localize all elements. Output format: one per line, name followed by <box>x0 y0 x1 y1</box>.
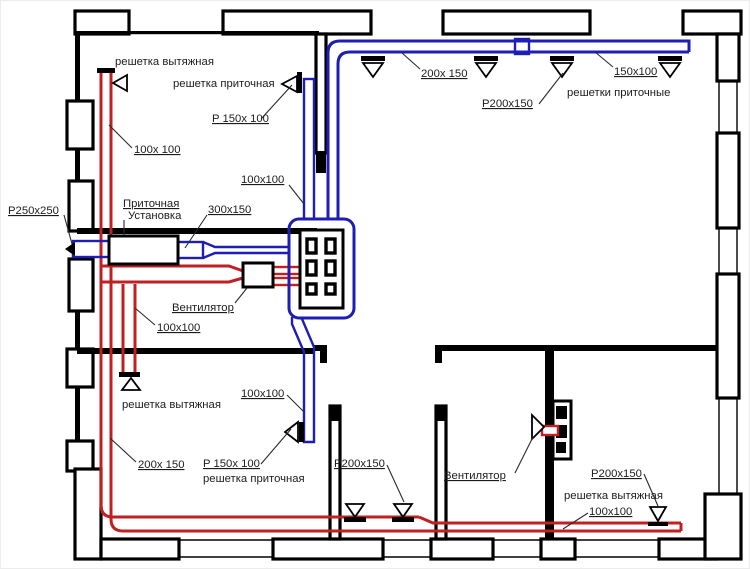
supply-unit-box <box>109 236 178 264</box>
label-supply-unit-line1: Приточная <box>123 198 180 210</box>
wall-corner <box>75 469 101 559</box>
window-box <box>67 441 93 471</box>
wall-segment <box>431 539 493 559</box>
wall-segment <box>541 539 575 559</box>
supply-grille-icon <box>476 63 496 77</box>
label-dim-p200x150-bm: P200x150 <box>334 458 385 470</box>
wall-pier <box>717 274 739 398</box>
wall-segment <box>75 387 80 441</box>
interior-wall <box>77 228 317 234</box>
label-dim-300x150: 300x150 <box>208 204 252 216</box>
leader <box>287 395 305 413</box>
label-grille-exhaust-tl: решетка вытяжная <box>115 56 214 68</box>
interior-wall <box>77 348 314 354</box>
exhaust-grille-bar <box>648 522 668 526</box>
recovery-cell <box>326 261 335 275</box>
interior-wall <box>316 34 326 153</box>
label-dim-100x100-riser: 100x100 <box>241 174 285 186</box>
window-box <box>67 101 93 149</box>
recovery-cell <box>326 239 335 253</box>
exhaust-grille-bar <box>119 372 140 377</box>
leader <box>515 437 533 473</box>
exhaust-grille-icon <box>394 504 412 517</box>
exhaust-grille-bar <box>344 517 366 522</box>
interior-wall-cap <box>436 406 446 421</box>
supply-grille-icon <box>285 422 298 442</box>
exhaust-duct-main <box>101 72 419 517</box>
wall-fan-cell <box>556 442 566 453</box>
label-dim-p200x150-br: P200x150 <box>591 468 642 480</box>
label-fan-left: Вентилятор <box>172 302 234 314</box>
door-jamb <box>320 345 327 363</box>
fan-box <box>243 263 273 287</box>
wall-segment <box>101 539 179 559</box>
floor-plan-drawing <box>1 1 750 569</box>
label-dim-p250x250: P250x250 <box>8 205 59 217</box>
supply-grille-bar <box>550 56 574 61</box>
label-dim-100x100-fan: 100x100 <box>157 322 201 334</box>
label-dim-p200x150-top: P200x150 <box>482 98 533 110</box>
intake-arrow-icon <box>65 242 75 256</box>
wall-segment <box>75 149 80 181</box>
exhaust-grille-icon <box>650 507 666 521</box>
leader <box>135 308 155 325</box>
label-dim-100x100-tl: 100x 100 <box>134 144 181 156</box>
interior-wall-cap <box>330 406 340 421</box>
wall-pier <box>75 11 129 34</box>
wall-pier <box>223 11 371 34</box>
door-jamb <box>435 345 442 363</box>
leader <box>110 438 136 462</box>
leader <box>235 288 247 303</box>
leader <box>289 185 304 204</box>
label-grilles-supply-tr: решетки приточные <box>567 87 671 99</box>
leader <box>595 52 613 67</box>
leader <box>402 53 420 69</box>
leader <box>261 429 291 464</box>
label-dim-200x150-ll: 200x 150 <box>138 459 185 471</box>
exhaust-duct-stub <box>273 278 301 285</box>
supply-grille-bar <box>658 56 682 61</box>
label-dim-p150x100-ll: P 150x 100 <box>203 458 260 470</box>
interior-wall <box>449 345 717 351</box>
supply-grille-icon <box>363 63 383 77</box>
label-grille-exhaust-ll: решетка вытяжная <box>122 399 221 411</box>
exhaust-duct-branch <box>101 266 243 282</box>
supply-duct <box>178 242 203 258</box>
label-grille-supply-tl: решетка приточная <box>173 78 275 90</box>
label-grille-exhaust-br: решетка вытяжная <box>564 490 663 502</box>
window-box <box>69 181 93 231</box>
recovery-cell <box>307 284 316 294</box>
exhaust-grille-icon <box>122 378 140 390</box>
wall-fan-cell <box>556 406 567 419</box>
exhaust-duct-branch <box>123 284 135 372</box>
label-dim-200x150-top: 200x 150 <box>421 68 468 80</box>
label-dim-100x100-br: 100x100 <box>589 506 633 518</box>
interior-wall <box>330 406 340 539</box>
window-box <box>69 259 93 311</box>
wall-segment <box>75 311 80 349</box>
wall-segment <box>75 34 80 101</box>
label-dim-150x100-top: 150x100 <box>614 66 658 78</box>
wall-inner-line <box>75 31 319 34</box>
exhaust-grille-bar <box>392 517 414 522</box>
recovery-cell <box>307 261 316 275</box>
label-dim-p150x100-tl: P 150x 100 <box>212 113 269 125</box>
label-supply-unit-line2: Установка <box>128 210 182 222</box>
leader <box>387 465 404 502</box>
wall-corner <box>705 494 741 559</box>
wall-pier <box>717 133 739 228</box>
recovery-cell <box>326 284 335 294</box>
leader <box>539 73 563 104</box>
supply-grille-icon <box>282 76 297 92</box>
supply-grille-bar <box>299 422 304 442</box>
label-dim-100x100-drop: 100x100 <box>241 388 285 400</box>
exhaust-grille-icon <box>113 75 127 91</box>
supply-riser <box>304 79 314 219</box>
supply-grille-bar <box>361 56 385 61</box>
exhaust-duct-stub <box>273 267 301 274</box>
exhaust-duct-network <box>97 68 681 531</box>
supply-grille-bar <box>474 56 498 61</box>
exhaust-grille-icon <box>346 504 364 517</box>
interior-wall-cap <box>316 151 326 173</box>
leader <box>563 513 588 529</box>
label-fan-right: Вентилятор <box>444 470 506 482</box>
supply-grille-icon <box>660 63 680 77</box>
supply-intake-duct <box>73 241 109 257</box>
window-box <box>67 349 93 387</box>
label-grille-supply-ll: решетка приточная <box>203 473 305 485</box>
recovery-cell <box>307 239 316 253</box>
wall-segment <box>273 539 383 559</box>
supply-duct-transition <box>203 242 289 258</box>
wall-pier <box>683 11 741 34</box>
exhaust-grille-bar <box>97 68 115 73</box>
wall-pier <box>443 11 590 34</box>
wall-segment <box>717 34 739 81</box>
